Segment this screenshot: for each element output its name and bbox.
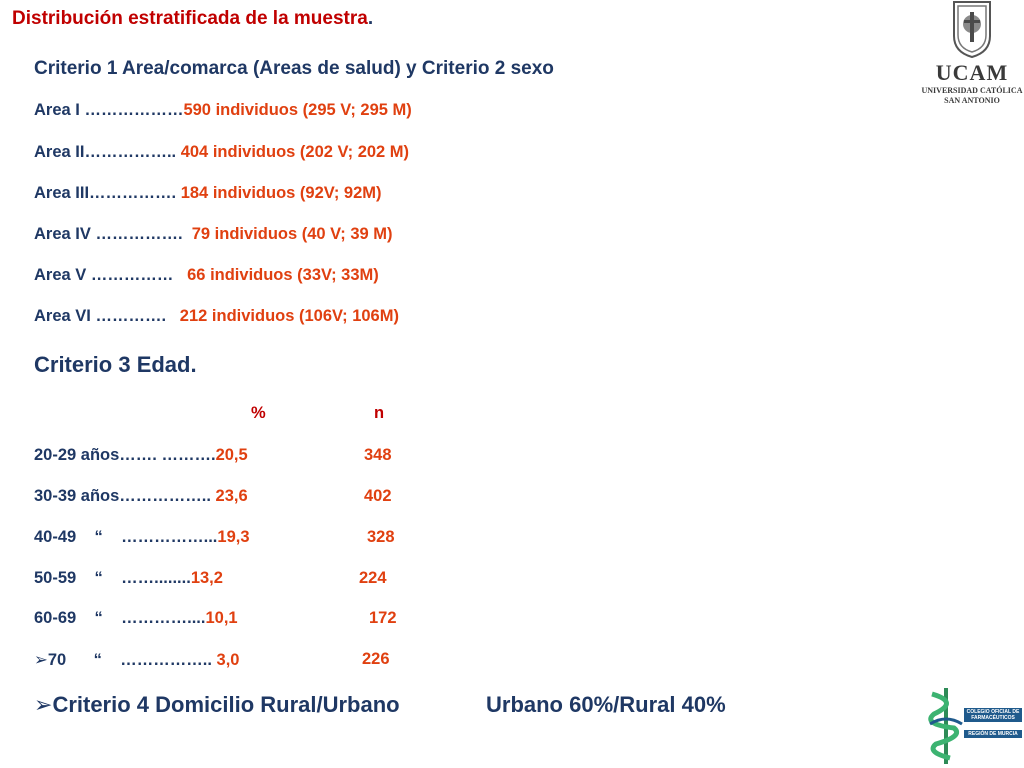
- age-label: 50-59 “ ……........: [34, 569, 191, 587]
- area-row: [34, 307, 399, 326]
- area-label: Area V ……………: [34, 266, 174, 284]
- area-value: 184 individuos (92V; 92M): [176, 184, 382, 202]
- area-value: 79 individuos (40 V; 39 M): [182, 225, 393, 243]
- criterio-1-heading: Criterio 1 Area/comarca (Areas de salud) y Criterio 2 sexo: [34, 58, 554, 79]
- age-row: [34, 487, 248, 506]
- age-n: 224: [359, 569, 387, 587]
- arrow-bullet-icon: ➢: [34, 692, 53, 717]
- age-n: 348: [364, 446, 392, 464]
- area-label: Area III…………….: [34, 184, 177, 202]
- area-label: Area VI ………….: [34, 307, 167, 325]
- age-label: 20-29 años……. ……….: [34, 446, 216, 464]
- age-pct: 20,5: [215, 446, 248, 464]
- area-label: Area IV …………….: [34, 225, 183, 243]
- area-value: 66 individuos (33V; 33M): [173, 266, 379, 284]
- age-row: [34, 609, 238, 628]
- criterio-4-heading: [34, 692, 400, 718]
- area-label: Area II……………..: [34, 143, 177, 161]
- criterio-3-heading: Criterio 3 Edad.: [34, 352, 197, 377]
- age-pct: 13,2: [190, 569, 223, 587]
- pharmacy-serpent-icon: [924, 684, 968, 768]
- age-row: [34, 446, 248, 465]
- age-header-pct: %: [251, 404, 266, 422]
- age-pct: 19,3: [217, 528, 250, 546]
- area-row: [34, 143, 409, 162]
- area-value: 212 individuos (106V; 106M): [166, 307, 399, 325]
- area-row: [34, 266, 379, 285]
- ucam-line1: UNIVERSIDAD CATÓLICA: [921, 86, 1023, 95]
- age-n: 172: [369, 609, 397, 627]
- area-row: [34, 101, 412, 120]
- ucam-seal-icon: [950, 0, 994, 58]
- page-title-period: .: [367, 8, 374, 29]
- age-label: 60-69 “ …………....: [34, 609, 206, 627]
- page-title-text: Distribución estratificada de la muestra: [12, 8, 368, 29]
- arrow-bullet-icon: ➢: [34, 651, 48, 669]
- age-pct: 23,6: [210, 487, 248, 505]
- criterio-4-text: Criterio 4 Domicilio Rural/Urbano: [52, 692, 400, 717]
- criterio-4-value: Urbano 60%/Rural 40%: [486, 692, 726, 717]
- ucam-name: UCAM: [935, 60, 1009, 85]
- area-value: 590 individuos (295 V; 295 M): [183, 101, 412, 119]
- age-n: 226: [362, 650, 390, 668]
- age-pct: 3,0: [211, 651, 240, 669]
- age-row: [34, 569, 223, 588]
- age-n: 328: [367, 528, 395, 546]
- age-header-n: n: [374, 404, 385, 422]
- age-label: 40-49 “ ……………...: [34, 528, 218, 546]
- area-row: [34, 184, 382, 203]
- age-row: [34, 528, 250, 547]
- area-value: 404 individuos (202 V; 202 M): [176, 143, 410, 161]
- area-row: [34, 225, 393, 244]
- age-label: 30-39 años……………..: [34, 487, 211, 505]
- colegio-farmaceuticos-logo: [924, 684, 1024, 768]
- age-n: 402: [364, 487, 392, 505]
- age-row: [34, 650, 239, 670]
- pharm-line2: REGIÓN DE MURCIA: [964, 730, 1022, 738]
- page-title: [12, 8, 373, 30]
- ucam-line2: SAN ANTONIO: [944, 96, 1000, 105]
- area-label: Area I ………………: [34, 101, 184, 119]
- pharm-line1: COLEGIO OFICIAL DE FARMACÉUTICOS: [964, 708, 1022, 722]
- age-label: 70 “ ……………..: [47, 651, 212, 669]
- ucam-logo: [920, 0, 1024, 118]
- age-pct: 10,1: [205, 609, 238, 627]
